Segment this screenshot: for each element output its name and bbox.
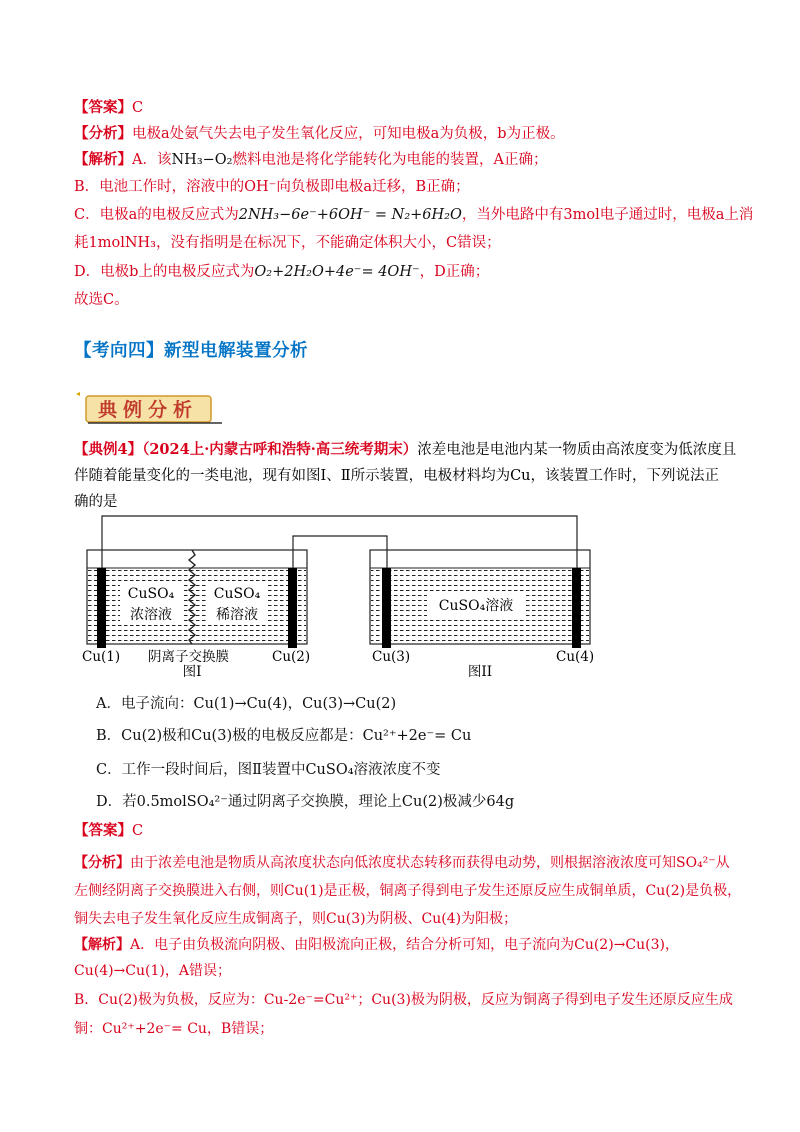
section-heading: 【考向四】新型电解装置分析	[74, 341, 308, 361]
analysis-line-1	[74, 124, 734, 144]
electrode-cu1	[97, 568, 106, 648]
example-source: （2024上·内蒙古呼和浩特·高三统考期末）	[142, 441, 418, 458]
solution-a-suffix: 燃料电池是将化学能转化为电能的装置，A正确；	[232, 152, 548, 168]
answer2-value: C	[132, 823, 144, 839]
diagram-svg	[82, 508, 622, 678]
analysis2-line-3: 铜失去电子发生氧化反应生成铜离子，则Cu(3)为阴极、Cu(4)为阳极；	[74, 911, 518, 927]
solution-d-prefix: D．电极b上的电极反应式为	[74, 264, 255, 280]
answer-line-1	[74, 98, 734, 118]
example-label: 【典例4】	[74, 441, 143, 458]
option-d: D．若0.5molSO₄²⁻通过阴离子交换膜，理论上Cu(2)极减少64g	[96, 794, 515, 810]
analysis-text: 电极a处氨气失去电子发生氧化反应，可知电极a为负极，b为正极。	[132, 126, 565, 142]
solution-line-c2: 耗1molNH₃，没有指明是在标况下，不能确定体积大小，C错误；	[74, 235, 501, 251]
right-solution-label: CuSO₄溶液	[438, 598, 514, 614]
electrode-cu4	[572, 568, 581, 648]
electrode-cu2	[288, 568, 297, 648]
solution-d-suffix: ，D正确；	[419, 264, 490, 280]
cu1-label: Cu(1)	[82, 649, 121, 665]
speaker-icon	[76, 392, 80, 396]
solution-a-formula: NH₃−O₂	[171, 152, 233, 168]
electrochemistry-diagram	[82, 508, 622, 678]
example-stem-line-3: 确的是	[74, 494, 118, 510]
option-b: B．Cu(2)极和Cu(3)极的电极反应都是：Cu²⁺+2e⁻= Cu	[96, 728, 472, 744]
cu2-label: Cu(2)	[272, 649, 311, 665]
solution-line-b: B．电池工作时，溶液中的OH⁻向负极即电极a迁移，B正确；	[74, 179, 470, 195]
example-stem-line-2: 伴随着能量变化的一类电池，现有如图Ⅰ、Ⅱ所示装置，电极材料均为Cu，该装置工作时，下列说法正	[74, 468, 720, 484]
electrode-cu3	[382, 568, 391, 648]
answer-value: C	[132, 100, 144, 116]
example-stem-1: 浓差电池是电池内某一物质由高浓度变为低浓度且	[417, 442, 737, 458]
solution-line-c	[74, 205, 754, 225]
answer-line-2	[74, 821, 734, 841]
solution-d-formula: O₂+2H₂O+4e⁻= 4OH⁻	[254, 264, 420, 280]
analysis2-label: 【分析】	[74, 855, 130, 871]
left-solution-name: 浓溶液	[130, 607, 172, 623]
option-a: A．电子流向：Cu(1)→Cu(4)，Cu(3)→Cu(2)	[96, 696, 397, 712]
solution-label: 【解析】	[74, 151, 132, 168]
membrane-label: 阴离子交换膜	[148, 649, 229, 665]
solution-c-prefix: C．电极a的电极反应式为	[74, 207, 239, 223]
mid-solution-name: 稀溶液	[216, 607, 258, 623]
analysis-label: 【分析】	[74, 125, 132, 142]
solution-a-prefix: A．该	[132, 152, 172, 168]
cu4-label: Cu(4)	[556, 649, 595, 665]
analysis2-text-1: 由于浓差电池是物质从高浓度状态向低浓度状态转移而获得电动势，则根据溶液浓度可知SO₄²⁻从	[130, 855, 730, 871]
analysis2-line-1	[74, 853, 734, 873]
left-solution-formula: CuSO₄	[127, 586, 175, 602]
figure-i-caption: 图I	[182, 664, 202, 678]
solution-conclusion: 故选C。	[74, 292, 129, 308]
figure-ii-caption: 图II	[467, 664, 493, 678]
cu3-label: Cu(3)	[372, 649, 411, 665]
example-banner	[74, 386, 224, 426]
analysis2-line-2: 左侧经阴离子交换膜进入右侧，则Cu(1)是正极，铜离子得到电子发生还原反应生成铜单质，Cu(2)是负极，	[74, 883, 742, 899]
solution2-a1: A．电子由负极流向阴极、由阳极流向正极，结合分析可知，电子流向为Cu(2)→Cu(3)，	[130, 937, 679, 953]
solution2-line-a1	[74, 935, 734, 955]
wire-outer	[102, 516, 577, 568]
solution-line-d	[74, 262, 734, 282]
solution-c-suffix: ，当外电路中有3mol电子通过时，电极a上消	[461, 207, 754, 223]
solution2-line-a2: Cu(4)→Cu(1)，A错误；	[74, 963, 231, 979]
answer-label: 【答案】	[74, 99, 132, 116]
solution2-label: 【解析】	[74, 937, 130, 953]
mid-solution-formula: CuSO₄	[213, 586, 261, 602]
example-stem-line-1	[74, 440, 737, 460]
solution2-line-b1: B．Cu(2)极为负极，反应为：Cu-2e⁻=Cu²⁺；Cu(3)极为阴极，反应为铜离子得到电子发生还原反应生成	[74, 992, 733, 1008]
solution-c-formula: 2NH₃−6e⁻+6OH⁻ = N₂+6H₂O	[238, 207, 462, 223]
banner-graphic	[74, 386, 224, 426]
answer2-label: 【答案】	[74, 822, 132, 839]
solution2-line-b2: 铜：Cu²⁺+2e⁻= Cu，B错误；	[74, 1021, 274, 1037]
option-c: C．工作一段时间后，图Ⅱ装置中CuSO₄溶液浓度不变	[96, 762, 441, 778]
solution-line-a	[74, 150, 734, 170]
banner-text: 典例分析	[97, 399, 199, 421]
